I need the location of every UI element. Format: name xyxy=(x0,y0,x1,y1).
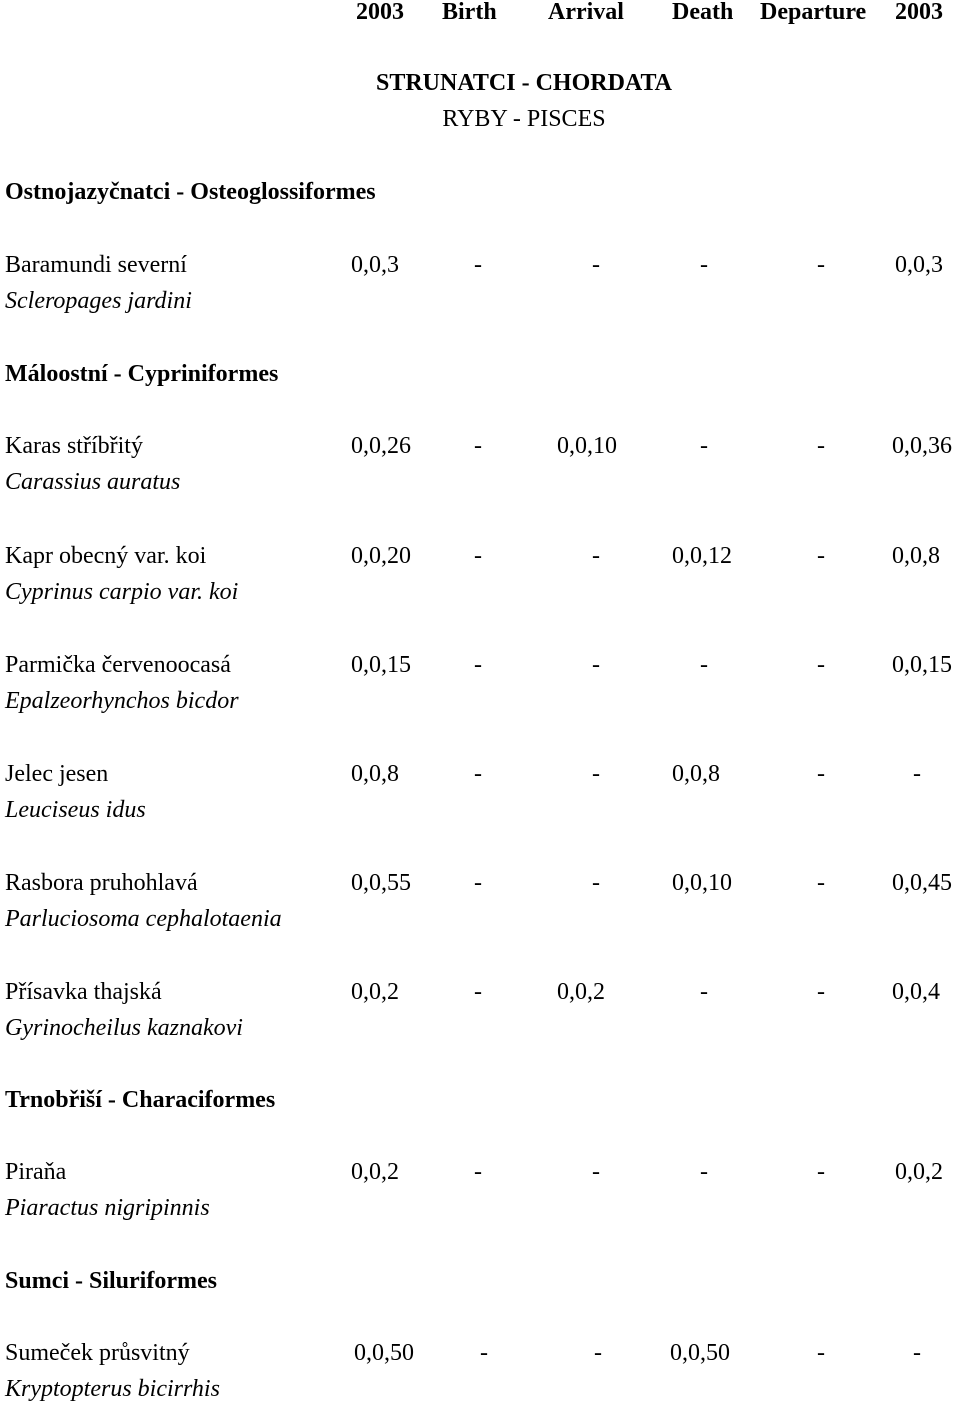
value-2003-end: 0,0,45 xyxy=(892,870,952,896)
value-2003-start: 0,0,8 xyxy=(351,761,399,787)
species-common-name: Kapr obecný var. koi xyxy=(5,543,207,569)
value-2003-end: - xyxy=(913,1340,921,1366)
value-departure: - xyxy=(817,652,825,678)
value-2003-start: 0,0,15 xyxy=(351,652,411,678)
value-death: 0,0,8 xyxy=(672,761,720,787)
header-year-end: 2003 xyxy=(895,0,943,25)
class-title: RYBY - PISCES xyxy=(442,106,606,132)
value-arrival: - xyxy=(592,652,600,678)
value-2003-end: 0,0,8 xyxy=(892,543,940,569)
species-latin-name: Cyprinus carpio var. koi xyxy=(5,579,239,605)
species-latin-name: Kryptopterus bicirrhis xyxy=(5,1376,220,1402)
species-latin-name: Parluciosoma cephalotaenia xyxy=(5,906,282,932)
value-2003-end: 0,0,36 xyxy=(892,433,952,459)
value-death: - xyxy=(700,1159,708,1185)
value-arrival: - xyxy=(592,761,600,787)
header-birth: Birth xyxy=(442,0,497,25)
value-2003-end: 0,0,15 xyxy=(892,652,952,678)
value-2003-start: 0,0,55 xyxy=(351,870,411,896)
value-departure: - xyxy=(817,761,825,787)
value-death: - xyxy=(700,433,708,459)
order-heading: Ostnojazyčnatci - Osteoglossiformes xyxy=(5,179,376,205)
header-arrival: Arrival xyxy=(548,0,624,25)
species-common-name: Sumeček průsvitný xyxy=(5,1340,190,1366)
species-latin-name: Piaractus nigripinnis xyxy=(5,1195,210,1221)
value-death: 0,0,50 xyxy=(670,1340,730,1366)
value-2003-start: 0,0,26 xyxy=(351,433,411,459)
value-arrival: 0,0,10 xyxy=(557,433,617,459)
value-birth: - xyxy=(474,870,482,896)
value-arrival: - xyxy=(592,543,600,569)
value-arrival: - xyxy=(592,870,600,896)
species-latin-name: Gyrinocheilus kaznakovi xyxy=(5,1015,243,1041)
value-arrival: - xyxy=(592,252,600,278)
order-heading: Sumci - Siluriformes xyxy=(5,1268,217,1294)
value-birth: - xyxy=(474,433,482,459)
value-arrival: - xyxy=(592,1159,600,1185)
value-2003-end: 0,0,2 xyxy=(895,1159,943,1185)
value-departure: - xyxy=(817,433,825,459)
species-common-name: Baramundi severní xyxy=(5,252,187,278)
value-death: 0,0,12 xyxy=(672,543,732,569)
value-departure: - xyxy=(817,543,825,569)
value-arrival: 0,0,2 xyxy=(557,979,605,1005)
phylum-title: STRUNATCI - CHORDATA xyxy=(375,70,673,96)
value-2003-end: 0,0,4 xyxy=(892,979,940,1005)
order-heading: Máloostní - Cypriniformes xyxy=(5,361,279,387)
species-common-name: Parmička červenoocasá xyxy=(5,652,231,678)
species-common-name: Piraňa xyxy=(5,1159,67,1185)
value-2003-start: 0,0,3 xyxy=(351,252,399,278)
value-arrival: - xyxy=(594,1340,602,1366)
value-birth: - xyxy=(480,1340,488,1366)
value-2003-start: 0,0,50 xyxy=(354,1340,414,1366)
value-departure: - xyxy=(817,1340,825,1366)
value-birth: - xyxy=(474,979,482,1005)
value-2003-end: - xyxy=(913,761,921,787)
value-death: - xyxy=(700,979,708,1005)
species-latin-name: Epalzeorhynchos bicdor xyxy=(5,688,239,714)
header-death: Death xyxy=(672,0,734,25)
value-death: - xyxy=(700,652,708,678)
value-departure: - xyxy=(817,870,825,896)
species-latin-name: Leuciseus idus xyxy=(5,797,146,823)
species-latin-name: Scleropages jardini xyxy=(5,288,192,314)
value-2003-start: 0,0,2 xyxy=(351,1159,399,1185)
value-birth: - xyxy=(474,652,482,678)
header-departure: Departure xyxy=(760,0,867,25)
value-death: - xyxy=(700,252,708,278)
species-common-name: Přísavka thajská xyxy=(5,979,162,1005)
value-2003-end: 0,0,3 xyxy=(895,252,943,278)
header-year-start: 2003 xyxy=(356,0,404,25)
order-heading: Trnobřiší - Characiformes xyxy=(5,1087,276,1113)
species-latin-name: Carassius auratus xyxy=(5,469,181,495)
value-2003-start: 0,0,20 xyxy=(351,543,411,569)
value-birth: - xyxy=(474,543,482,569)
value-departure: - xyxy=(817,979,825,1005)
value-departure: - xyxy=(817,1159,825,1185)
value-birth: - xyxy=(474,1159,482,1185)
value-birth: - xyxy=(474,761,482,787)
value-birth: - xyxy=(474,252,482,278)
value-2003-start: 0,0,2 xyxy=(351,979,399,1005)
species-common-name: Jelec jesen xyxy=(5,761,109,787)
value-departure: - xyxy=(817,252,825,278)
value-death: 0,0,10 xyxy=(672,870,732,896)
species-common-name: Karas stříbřitý xyxy=(5,433,143,459)
species-common-name: Rasbora pruhohlavá xyxy=(5,870,198,896)
